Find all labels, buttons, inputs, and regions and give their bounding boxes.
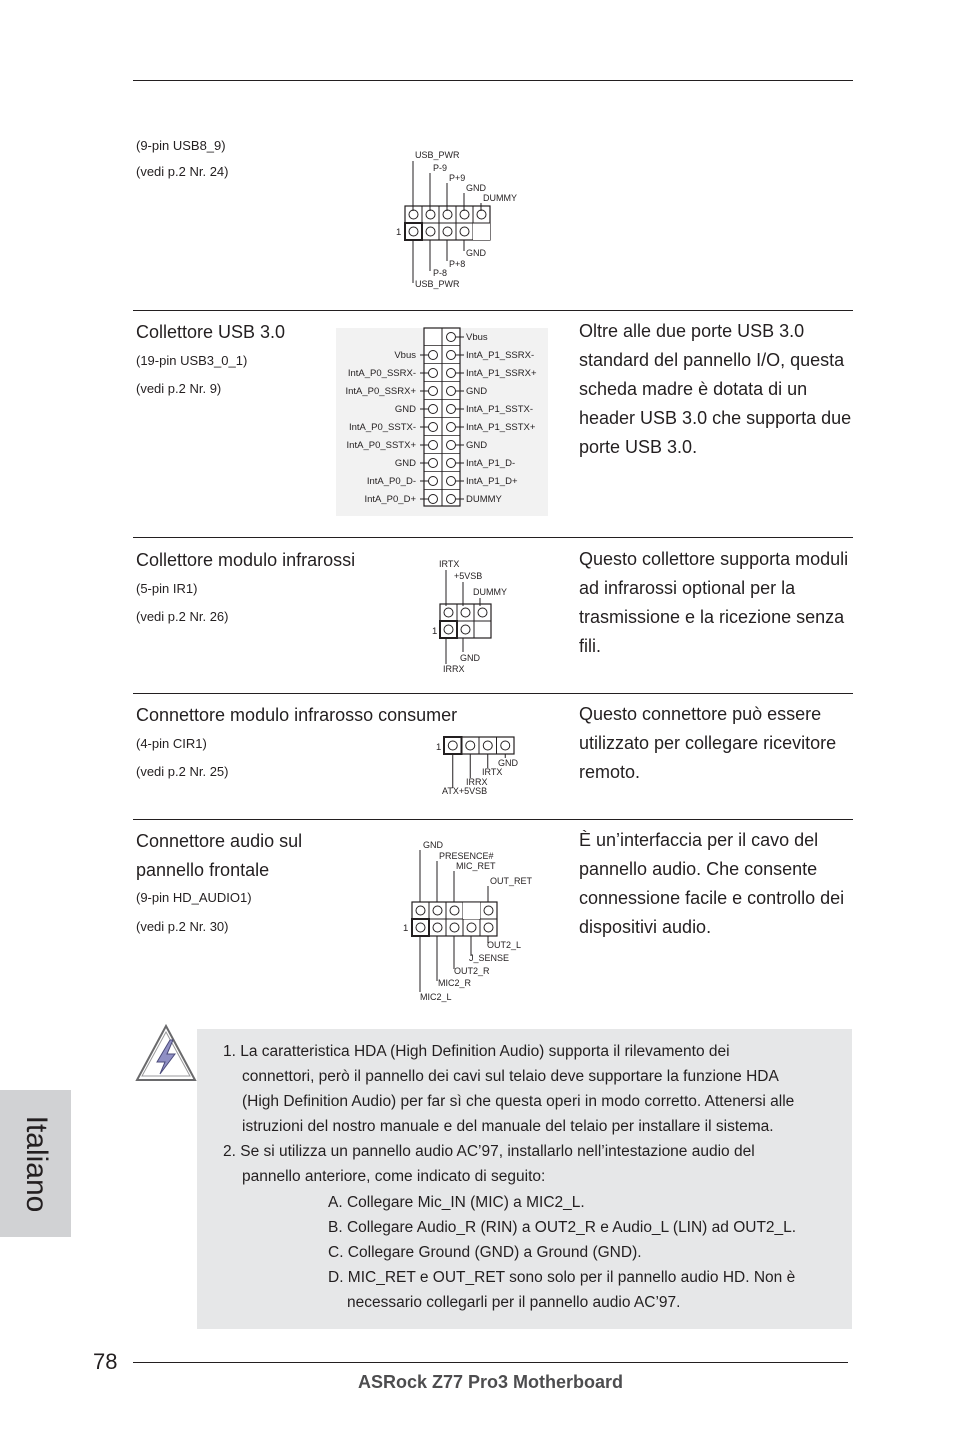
usb2-ref: (vedi p.2 Nr. 24) [136, 164, 229, 179]
cir-header-diagram [436, 736, 536, 798]
usb3-right-pin-1: Vbus [466, 332, 488, 343]
caution-lightning-icon [135, 1024, 197, 1084]
cir-ref: (vedi p.2 Nr. 25) [136, 764, 229, 779]
ir-ref: (vedi p.2 Nr. 26) [136, 609, 229, 624]
audio-pin-top-1: GND [423, 840, 443, 850]
usb3-right-pin-3: IntA_P1_SSRX+ [466, 368, 537, 379]
usb2-pin-bottom-1: GND [466, 248, 486, 258]
audio-pin-label: (9-pin HD_AUDIO1) [136, 890, 252, 905]
cir-pin1-marker: 1 [436, 742, 442, 753]
usb3-left-pin-6: IntA_P0_SSTX+ [346, 440, 416, 451]
usb3-title: Collettore USB 3.0 [136, 322, 286, 342]
audio-pin-bottom-3: OUT2_R [454, 966, 490, 976]
audio-pin-bottom-2: J_SENSE [469, 953, 510, 963]
section-rule-1 [133, 310, 853, 311]
ir-pin-top-3: DUMMY [473, 587, 507, 597]
section-rule-2 [133, 537, 853, 538]
note-2-line-2: pannello anteriore, come indicato di seguito: [242, 1168, 546, 1185]
ir-pin-bottom-2: IRRX [443, 664, 465, 674]
audio-pin-top-2: PRESENCE# [439, 851, 494, 861]
ir-pin1-marker: 1 [432, 626, 438, 637]
audio-header-diagram [400, 836, 550, 1006]
footer-title: ASRock Z77 Pro3 Motherboard [358, 1372, 624, 1392]
usb3-pin-label: (19-pin USB3_0_1) [136, 353, 248, 368]
usb3-left-pin-1: Vbus [394, 350, 416, 361]
note-1-line-1: 1. La caratteristica HDA (High Definition Audio) supporta il rilevamento dei [223, 1043, 730, 1060]
note-1-line-4: istruzioni del nostro manuale e del manuale del telaio per installare il sistema. [242, 1118, 774, 1135]
usb3-ref: (vedi p.2 Nr. 9) [136, 381, 222, 396]
audio-description: È un’interfaccia per il cavo del pannello audio. Che consente connessione facile e controllo dei dispositivi audio. [579, 830, 845, 937]
usb2-pin-top-3: P+9 [449, 173, 466, 183]
notes-box [197, 1029, 852, 1329]
usb3-left-pin-7: GND [394, 458, 416, 469]
note-2-item-c: C. Collegare Ground (GND) a Ground (GND). [328, 1244, 642, 1261]
ir-header-diagram [432, 556, 532, 676]
audio-ref: (vedi p.2 Nr. 30) [136, 919, 229, 934]
top-rule [133, 80, 853, 81]
section-rule-4 [133, 819, 853, 820]
usb2-pin-top-4: GND [466, 183, 486, 193]
usb2-pin-bottom-2: P+8 [449, 259, 466, 269]
section-rule-3 [133, 693, 853, 694]
ir-pin-label: (5-pin IR1) [136, 581, 198, 596]
cir-pin-gnd: GND [498, 758, 518, 768]
ir-pin-bottom-1: GND [460, 653, 480, 663]
audio-title-line2: pannello frontale [136, 860, 270, 880]
usb3-right-pin-8: IntA_P1_D- [466, 458, 516, 469]
note-2-item-b: B. Collegare Audio_R (RIN) a OUT2_R e Audio_L (LIN) ad OUT2_L. [328, 1219, 797, 1236]
note-1-line-3: (High Definition Audio) per far sì che questa operi in modo corretto. Attenersi alle [242, 1093, 795, 1110]
usb3-left-pin-3: IntA_P0_SSRX+ [345, 386, 416, 397]
footer-rule [133, 1362, 848, 1363]
audio-title-line1: Connettore audio sul [136, 831, 303, 851]
cir-pin-irrx: IRRX [466, 777, 488, 787]
usb3-right-pin-7: GND [466, 440, 488, 451]
usb2-pin-bottom-3: P-8 [433, 268, 448, 278]
usb3-header-diagram [336, 328, 548, 516]
note-2-item-d-line-2: necessario collegarli per il pannello audio AC’97. [347, 1294, 681, 1311]
usb3-description: Oltre alle due porte USB 3.0 standard del pannello I/O, questa scheda madre è dotata di un header USB 3.0 che supporta due porte USB 3.0. [579, 321, 852, 457]
audio-pin-bottom-5: MIC2_L [420, 992, 452, 1002]
usb2-pin-label: (9-pin USB8_9) [136, 138, 226, 153]
usb3-right-pin-4: GND [466, 386, 488, 397]
language-side-tab-label: Italiano [19, 1115, 53, 1212]
usb2-pin-top-2: P-9 [433, 163, 448, 173]
audio-pin-bottom-4: MIC2_R [438, 978, 472, 988]
ir-description: Questo collettore supporta moduli ad infrarossi optional per la trasmissione e la ricezione senza fili. [579, 549, 849, 656]
ir-pin-top-1: IRTX [439, 559, 460, 569]
usb3-left-pin-8: IntA_P0_D- [366, 476, 416, 487]
audio-pin1-marker: 1 [403, 923, 409, 934]
page-number: 78 [93, 1349, 118, 1374]
audio-pin-bottom-1: OUT2_L [487, 940, 522, 950]
ir-pin-top-2: +5VSB [454, 571, 483, 581]
audio-pin-top-3: MIC_RET [456, 861, 496, 871]
usb3-right-pin-10: DUMMY [466, 494, 502, 505]
usb3-left-pin-5: IntA_P0_SSTX- [348, 422, 416, 433]
usb3-left-pin-4: GND [394, 404, 416, 415]
cir-title: Connettore modulo infrarosso consumer [136, 705, 458, 725]
ir-title: Collettore modulo infrarossi [136, 550, 356, 570]
usb3-right-pin-2: IntA_P1_SSRX- [466, 350, 535, 361]
note-2-item-a: A. Collegare Mic_IN (MIC) a MIC2_L. [328, 1194, 585, 1211]
usb3-left-pin-2: IntA_P0_SSRX- [347, 368, 416, 379]
cir-pin-irtx: IRTX [482, 767, 503, 777]
language-side-tab [0, 1090, 71, 1237]
note-2-item-d-line-1: D. MIC_RET e OUT_RET sono solo per il pannello audio HD. Non è [328, 1269, 796, 1286]
usb2-pin-top-1: USB_PWR [415, 150, 460, 160]
note-2-line-1: 2. Se si utilizza un pannello audio AC’97, installarlo nell’intestazione audio del [223, 1143, 755, 1160]
usb3-right-pin-5: IntA_P1_SSTX- [466, 404, 534, 415]
usb2-header-diagram [392, 145, 532, 295]
usb3-right-pin-6: IntA_P1_SSTX+ [466, 422, 536, 433]
usb2-pin-bottom-4: USB_PWR [415, 279, 460, 289]
cir-description: Questo connettore può essere utilizzato per collegare ricevitore remoto. [579, 704, 837, 782]
note-1-line-2: connettori, però il pannello dei cavi sul telaio deve supportare la funzione HDA [242, 1068, 779, 1085]
usb3-right-pin-9: IntA_P1_D+ [466, 476, 518, 487]
usb2-pin1-marker: 1 [396, 227, 402, 238]
audio-pin-top-4: OUT_RET [490, 876, 533, 886]
usb2-pin-top-5: DUMMY [483, 193, 517, 203]
cir-pin-atx5vsb: ATX+5VSB [442, 786, 488, 796]
cir-pin-label: (4-pin CIR1) [136, 736, 207, 751]
usb3-left-pin-9: IntA_P0_D+ [364, 494, 416, 505]
